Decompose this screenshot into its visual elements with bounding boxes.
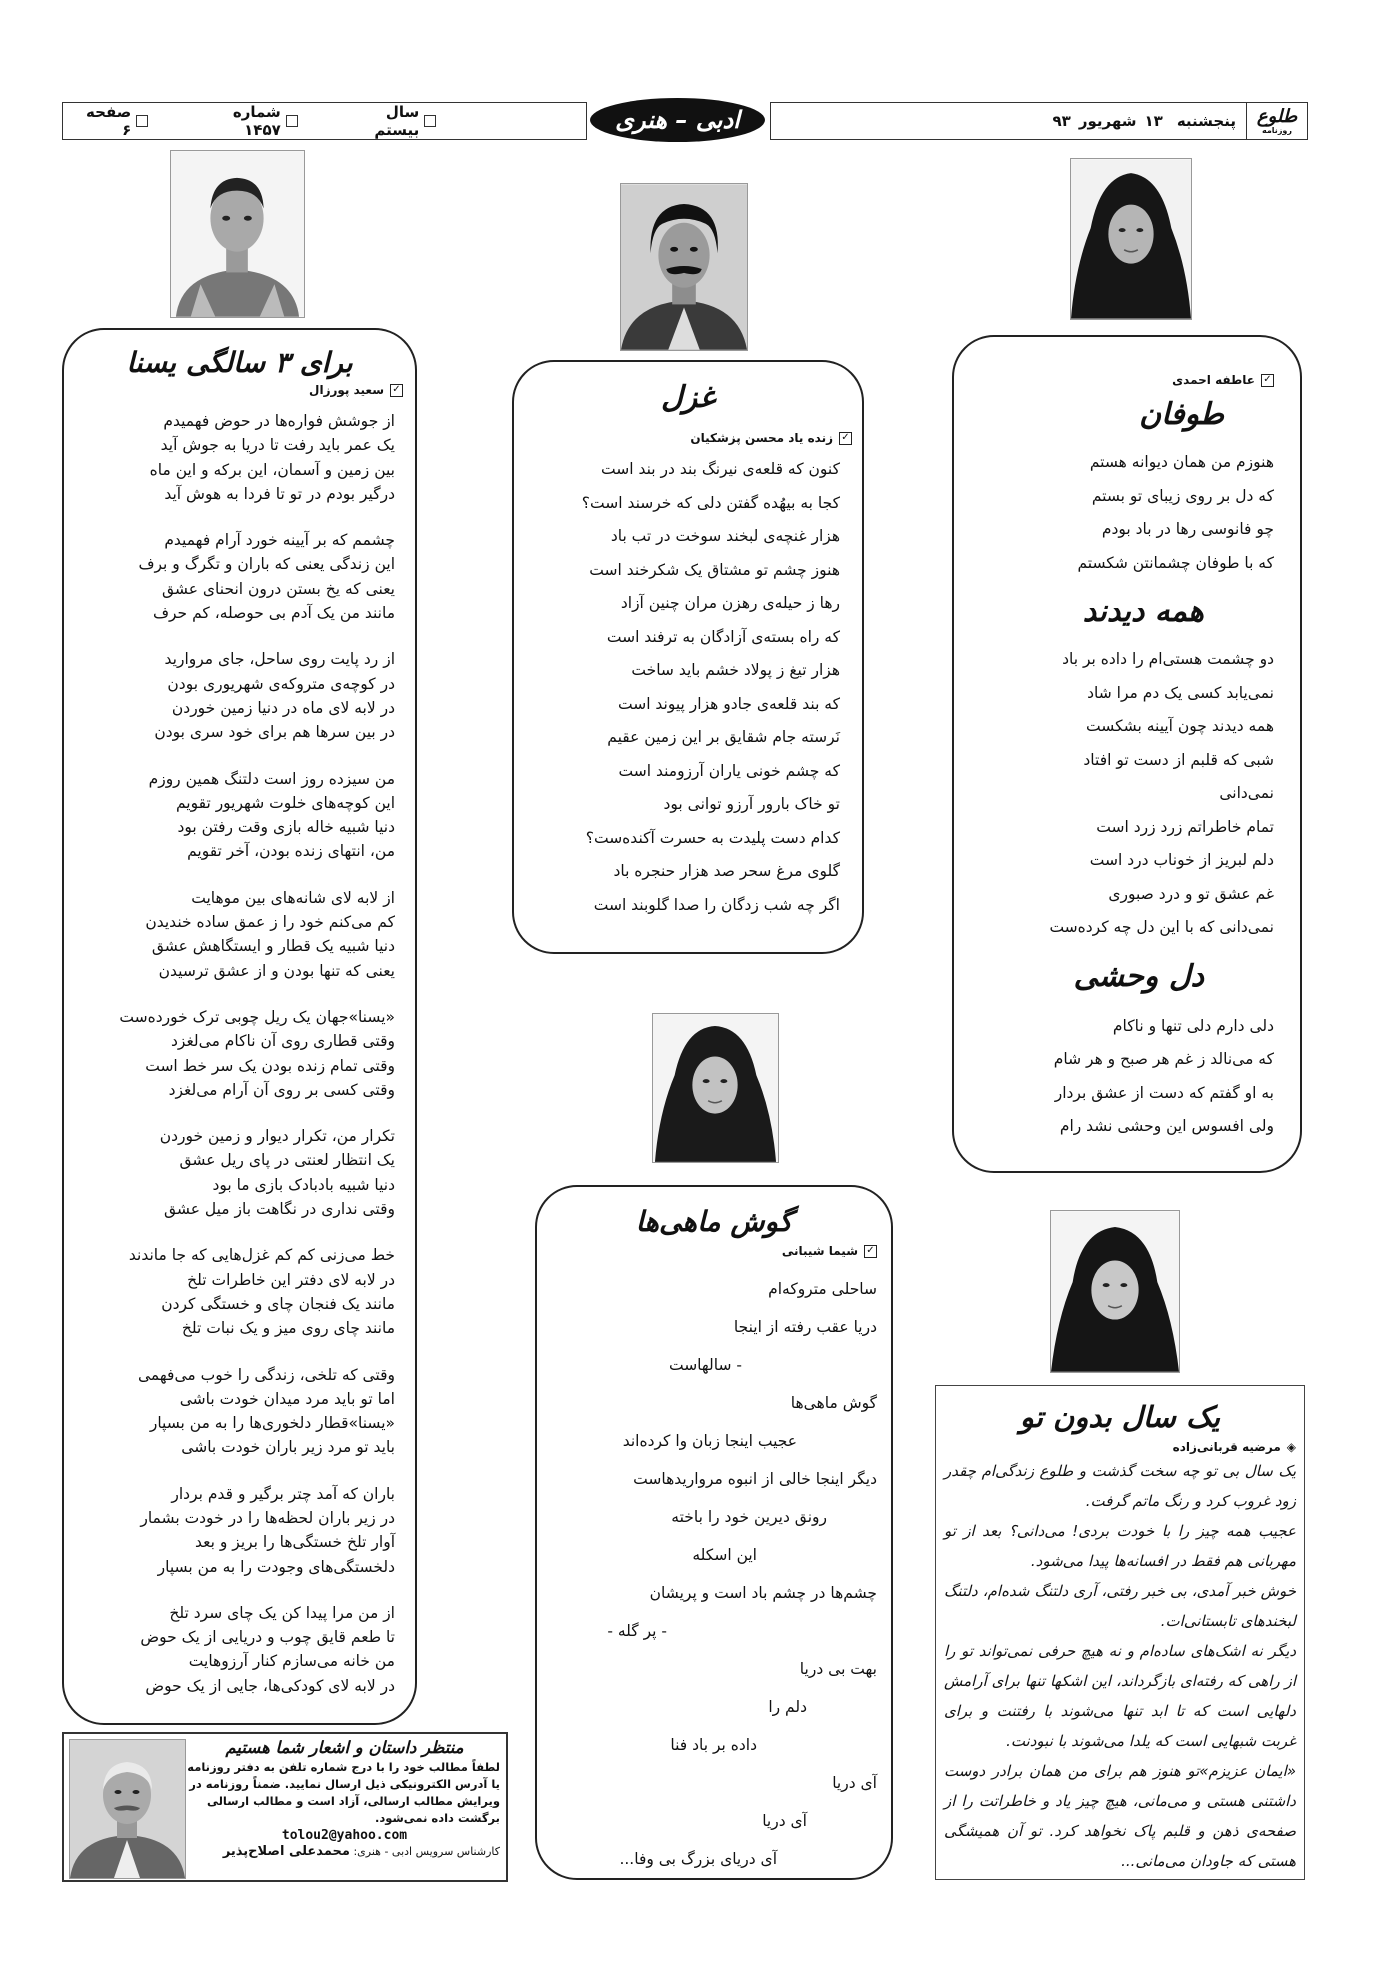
notice-email[interactable]: tolou2@yahoo.com [281, 1828, 408, 1843]
poem-body [528, 453, 848, 922]
header-right-box [770, 102, 1308, 140]
check-icon: ✓ [1261, 374, 1274, 387]
poem-line: تمام خاطراتم زرد زرد است [1096, 817, 1274, 836]
page-item [73, 103, 148, 139]
prose-paragraph: «ایمان عزیزم»تو هنوز هم برای من همان برادر دوست داشتنی هستی و می‌مانی، هیچ چیز یاد و خاطراتت را از صفحه‌ی ذهن و قلبم پاک نخواهد کرد. تو آن همیشگی هستی که جاودان می‌مانی... [944, 1762, 1296, 1870]
issue-item [193, 103, 298, 139]
author-photo-yeksal [1050, 1210, 1180, 1373]
portrait-man-older [70, 1740, 185, 1878]
poem-line: چو فانوسی رها در باد بودم [1101, 520, 1274, 538]
header-date-month: شهریور [1078, 112, 1137, 130]
check-icon: ✓ [390, 384, 403, 397]
poem-line: اگر چه شب زدگان را صدا گلوبند است [593, 895, 840, 914]
square-icon [286, 115, 298, 127]
submission-notice [62, 1732, 508, 1882]
poem-line: شبی که قلبم از دست تو افتاد [1083, 750, 1274, 769]
poem-card-toofan [952, 335, 1302, 1173]
header-left-box [62, 102, 587, 140]
poem-line: که چشم خونی یاران آرزومند است [618, 761, 840, 780]
poem-body: ساحلی متروکه‌ام دریا عقب رفته از اینجا - سالهاست گوش ماهی‌ها عجیب اینجا زبان وا کرده‌اند دیگر اینجا خالی از انبوه مرواریدهاست رونق دیرین خود را باخته این اسکله چشم‌ها در چشم باد است و پریشان - پر گله - بهت بی دریا دلم را داده بر باد فنا آی دریا آی دریا آی دریای بزرگ بی وفا... [607, 1280, 877, 1868]
prose-paragraph: دیگر نه اشک‌های ساده‌ام و نه هیچ حرفی نمی‌تواند تو را از راهی که رفته‌ای بازگرداند، این اشکها تنها برای آرامش دلهایی است که تا ابد تنها می‌شوند با رفتنت و برای غربت شبهایی است که یلدا می‌شوند با نبودنت. [944, 1642, 1296, 1750]
stanza: از من مرا پیدا کن یک چای سرد تلخ تا طعم قایق چوب و دریایی از یک حوض من خانه می‌سازم کنار آرزوهایت در لابه لای کودکی‌ها، جایی از یک حوض [140, 1603, 395, 1695]
author-photo-goosh [652, 1013, 779, 1163]
poem-title: برای ۳ سالگی یسنا [126, 346, 353, 379]
poem-body [980, 446, 1274, 580]
poem-line: که دل بر روی زیبای تو بستم [1091, 486, 1274, 505]
section-label: ادبی – هنری [615, 106, 740, 134]
prose-body [944, 1456, 1296, 1876]
stanza: چشمم که بر آیینه خورد آرام فهمیدم این زندگی یعنی که باران و تگرگ و برف یعنی که یخ بستن درون انحنای عشق مانند من یک آدم بی حوصله، کم حرف [138, 531, 395, 623]
stanza: «یسنا»جهان یک ریل چوبی ترک خورده‌ست وقتی قطاری روی آن ناکام می‌لغزد وقتی تمام زنده بودن یک سر خط است وقتی کسی بر روی آن آرام می‌لغزد [119, 1007, 395, 1099]
poem-body-2 [980, 643, 1274, 945]
poem-line: نمی‌دانی [1219, 784, 1274, 802]
poem-line: نمی‌دانی که با این دل چه کرده‌ست [1049, 918, 1274, 936]
notice-title: منتظر داستان و اشعار شما هستیم [225, 1738, 464, 1757]
logo-text: طلوع [1256, 105, 1298, 127]
poem-author: ✓ زنده یاد محسن پزشکیان [528, 431, 852, 445]
header-day: پنجشنبه [1176, 112, 1236, 130]
poem-line: گلوی مرغ سحر صد هزار حنجره باد [613, 862, 840, 880]
portrait-woman-hijab [653, 1014, 778, 1162]
diamond-icon: ◈ [1286, 1440, 1296, 1454]
poem-title: غزل [660, 380, 716, 415]
check-icon: ✓ [839, 432, 852, 445]
poem-line: که راه بسته‌ی آزادگان به ترفند است [606, 627, 840, 646]
poem-line: دو چشمت هستی‌ام را داده بر باد [1062, 650, 1274, 668]
poem-line: کجا به بیهُده گفتن دلی که خرسند است؟ [581, 493, 840, 512]
section-badge [590, 98, 765, 142]
square-icon [424, 115, 436, 127]
stanza: تکرار من، تکرار دیوار و زمین خوردن یک انتظار لعنتی در پای ریل عشق دنیا شبیه بادبادک بازی ما بود وقتی نداری در نگاهت باز میل عشق [159, 1127, 395, 1219]
prose-paragraph: عجیب همه چیز را با خودت بردی! می‌دانی؟ بعد از تو مهربانی هم فقط در افسانه‌ها پیدا می‌شود. [944, 1522, 1296, 1570]
poem-line: دلی دارم دلی تنها و ناکام [1112, 1016, 1274, 1035]
poem-line: نمی‌یابد کسی یک دم مرا شاد [1087, 683, 1274, 702]
stanza: خط می‌زنی کم کم غزل‌هایی که جا ماندند در لابه لای دفتر این خاطرات تلخ مانند یک فنجان چای و خستگی کردن مانند چای روی میز و یک نبات تلخ [128, 1246, 395, 1338]
poem-title: طوفان [1139, 397, 1224, 432]
portrait-man-young [171, 151, 304, 317]
poem-line: هنوز چشم تو مشتاق یک شکرخند است [589, 560, 840, 579]
poem-line: هزار تیغ ز پولاد خشم باید ساخت [631, 661, 840, 679]
poem-author: شیما شیبانی ✓ [553, 1244, 877, 1258]
newspaper-logo [1246, 103, 1307, 139]
author-photo-yasna [170, 150, 305, 318]
stanza: از لابه لای شانه‌های بین موهایت کم می‌کنم خود را ز عمق ساده خندیدن دنیا شبیه یک قطار و ایستگاهش عشق یعنی که تنها بودن و از عشق ترسیدن [145, 888, 395, 980]
poem-body [76, 409, 403, 1698]
portrait-woman-hijab [1051, 1211, 1179, 1372]
poem-card-yasna [62, 328, 417, 1725]
issue-label: شماره ۱۴۵۷ [232, 103, 281, 139]
notice-footer: کارشناس سرویس ادبی - هنری: محمدعلی اصلاح‌پذیر [222, 1844, 500, 1859]
prose-title: یک سال بدون تو [1019, 1400, 1221, 1434]
poem-title: گوش ماهی‌ها [635, 1205, 793, 1238]
header-date-day: ۱۳ [1144, 112, 1163, 130]
prose-paragraph: خوش خبر آمدی، بی خبر رفتی، آری دلتنگ شده‌ام، دلتنگ لبخندهای تابستانی‌ات. [944, 1582, 1296, 1630]
poem-line: غم عشق تو و درد صبوری [1108, 884, 1274, 903]
year-label: سال بیستم [374, 103, 420, 139]
poem-body-3 [980, 1010, 1274, 1144]
stanza: وقتی که تلخی، زندگی را خوب می‌فهمی اما تو باید مرد میدان خودت باشی «یسنا»قطار دلخوری‌ها را به من بسپار باید تو مرد زیر باران خودت باشی [138, 1365, 395, 1457]
poem-line: که بند قلعه‌ی جادو هزار پیوند است [617, 694, 840, 713]
poem-line: هزار غنچه‌ی لبخند سوخت در تب باد [610, 527, 840, 545]
logo-sub: روزنامه [1262, 125, 1292, 135]
poem-card-goosh [535, 1185, 893, 1880]
poem-card-ghazal [512, 360, 864, 954]
poem-line: که می‌نالد ز غم هر صبح و هر شام [1053, 1050, 1274, 1068]
poem-author: سعید پورزال ✓ [72, 383, 403, 397]
poem-line: به او گفتم که دست از عشق بردار [1054, 1083, 1274, 1102]
stanza: از جوشش فواره‌ها در حوض فهمیدم یک عمر باید رفت تا دریا به جوش آید بین زمین و آسمان، این برکه و این ماه درگیر بودم در تو تا فردا به هوش آید [149, 412, 395, 503]
poem-line: دلم لبریز از خوناب درد است [1089, 851, 1274, 869]
prose-card-yeksal [935, 1385, 1305, 1880]
author-photo-toofan [1070, 158, 1192, 320]
portrait-woman-hijab [1071, 159, 1191, 319]
notice-body: لطفاً مطالب خود را با درج شماره تلفن به دفتر روزنامه یا آدرس الکترونیکی ذیل ارسال نمایید. ضمناً روزنامه در ویرایش مطالب ارسالی، آزاد است و مطالب ارسالی برگشت داده نمی‌شود. [187, 1760, 500, 1825]
stanza: من سیزده روز است دلتنگ همین روزم این کوچه‌های خلوت شهریور تقویم دنیا شبیه خاله بازی وقت رفتن بود من، انتهای زنده بودن، آخر تقویم [148, 769, 395, 861]
year-item [338, 103, 436, 139]
stanza: باران که آمد چتر برگیر و قدم بردار در زیر باران لحظه‌ها را در خودت بشمار آوار تلخ خستگی‌ها را بریز و بعد دلخستگی‌های وجودت را به من بسپار [140, 1484, 395, 1576]
prose-author: ◈ مرضیه قربانی‌زاده [1172, 1440, 1296, 1454]
editor-photo [69, 1739, 186, 1879]
poem-line: رها ز حیله‌ی رهزن مران چنین آزاد [620, 594, 840, 612]
poem-author: ✓ عاطفه احمدی [980, 373, 1274, 387]
poem-line: که با طوفان چشمانتن شکستم [1077, 553, 1274, 572]
poem-title-2: همه دیدند [1082, 594, 1204, 629]
poem-line: نَرسته جام شقایق بر این زمین عقیم [607, 728, 840, 746]
prose-paragraph: یک سال بی تو چه سخت گذشت و طلوع زندگی‌ام چقدر زود غروب کرد و رنگ ماتم گرفت. [944, 1462, 1296, 1510]
check-icon: ✓ [864, 1245, 877, 1258]
portrait-man-mustache [621, 184, 747, 350]
header-date-year: ۹۳ [1052, 112, 1071, 130]
poem-line: همه دیدند چون آیینه بشکست [1086, 717, 1274, 735]
poem-title-3: دل وحشی [1073, 958, 1204, 994]
square-icon [136, 115, 148, 127]
notice-content [189, 1736, 500, 1878]
poem-line: ولی افسوس این وحشی نشد رام [1059, 1117, 1274, 1135]
poem-line: تو خاک بارور آرزو توانی بود [663, 795, 840, 813]
page-label: صفحه ۶ [86, 103, 132, 139]
author-photo-ghazal [620, 183, 748, 351]
poem-line: کدام دست پلیدت به حسرت آکنده‌ست؟ [585, 828, 840, 847]
stanza: از رد پایت روی ساحل، جای مروارید در کوچه‌ی متروکه‌ی شهریوری بودن در لابه لای ماه در دنیا زمین خوردن در بین سرها هم برای خود سری بودن [154, 650, 395, 742]
poem-line: هنوزم من همان دیوانه هستم [1089, 453, 1274, 471]
poem-line: کنون که قلعه‌ی نیرنگ بند در بند است [601, 460, 840, 478]
